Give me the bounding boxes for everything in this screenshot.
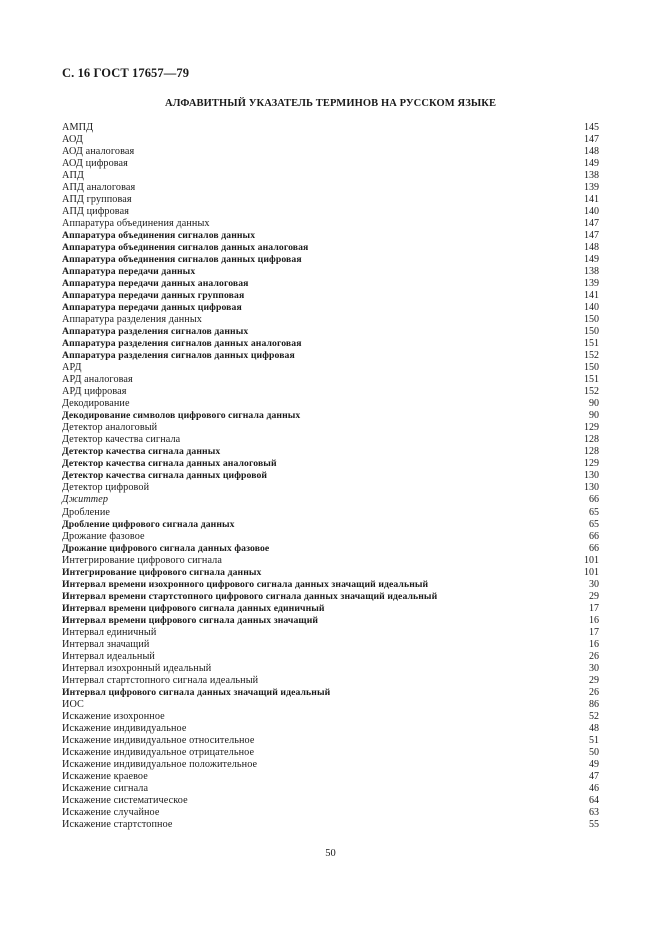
index-page-ref: 147 bbox=[584, 218, 599, 230]
index-term: Аппаратура разделения данных bbox=[62, 314, 202, 326]
index-term: Аппаратура объединения данных bbox=[62, 218, 210, 230]
index-title: АЛФАВИТНЫЙ УКАЗАТЕЛЬ ТЕРМИНОВ НА РУССКОМ ЯЗЫКЕ bbox=[164, 98, 497, 109]
index-term: Искажение изохронное bbox=[62, 710, 165, 722]
index-page-ref: 46 bbox=[589, 782, 599, 794]
index-page-ref: 149 bbox=[584, 158, 599, 170]
index-page-ref: 30 bbox=[589, 662, 599, 674]
index-entry bbox=[62, 362, 599, 374]
page-header: С. 16 ГОСТ 17657—79 bbox=[62, 66, 190, 80]
index-entry bbox=[62, 507, 599, 519]
index-page-ref: 140 bbox=[584, 302, 599, 314]
index-page-ref: 26 bbox=[589, 686, 599, 698]
index-entry bbox=[62, 230, 599, 242]
index-entry bbox=[62, 122, 599, 134]
index-term: Интегрирование цифрового сигнала bbox=[62, 554, 222, 566]
index-entry bbox=[62, 182, 599, 194]
index-entry bbox=[62, 422, 599, 434]
index-page-ref: 16 bbox=[589, 638, 599, 650]
index-term: Дробление bbox=[62, 506, 110, 518]
index-term: АОД цифровая bbox=[62, 158, 128, 170]
index-term: Детектор цифровой bbox=[62, 482, 150, 494]
index-page-ref: 65 bbox=[589, 506, 599, 518]
index-entry bbox=[62, 410, 599, 422]
index-page-ref: 148 bbox=[584, 242, 599, 254]
index-term: Искажение стартстопное bbox=[62, 818, 173, 830]
index-entry bbox=[62, 494, 599, 506]
index-entry bbox=[62, 386, 599, 398]
index-term: Декодирование символов цифрового сигнала данных bbox=[62, 410, 301, 422]
index-page-ref: 48 bbox=[589, 722, 599, 734]
index-page-ref: 151 bbox=[584, 338, 599, 350]
index-entry bbox=[62, 146, 599, 158]
index-term: ИОС bbox=[62, 698, 84, 710]
term-index-list bbox=[62, 122, 599, 831]
index-entry bbox=[62, 350, 599, 362]
index-page-ref: 148 bbox=[584, 146, 599, 158]
index-term: Интервал стартстопного сигнала идеальный bbox=[62, 674, 259, 686]
index-page-ref: 30 bbox=[589, 578, 599, 590]
index-entry bbox=[62, 579, 599, 591]
index-term: Декодирование bbox=[62, 398, 130, 410]
index-page-ref: 86 bbox=[589, 698, 599, 710]
index-term: Детектор качества сигнала данных цифровой bbox=[62, 470, 268, 482]
index-entry bbox=[62, 278, 599, 290]
index-term: Интервал идеальный bbox=[62, 650, 155, 662]
index-term: Интервал единичный bbox=[62, 626, 157, 638]
index-term: АОД bbox=[62, 134, 83, 146]
index-entry bbox=[62, 795, 599, 807]
index-page-ref: 101 bbox=[584, 566, 599, 578]
index-term: АПД цифровая bbox=[62, 206, 129, 218]
index-term: Интегрирование цифрового сигнала данных bbox=[62, 566, 262, 578]
index-term: Детектор качества сигнала данных bbox=[62, 446, 221, 458]
index-page-ref: 130 bbox=[584, 470, 599, 482]
index-page-ref: 140 bbox=[584, 206, 599, 218]
index-term: Интервал изохронный идеальный bbox=[62, 662, 212, 674]
index-entry bbox=[62, 723, 599, 735]
index-page-ref: 90 bbox=[589, 398, 599, 410]
index-term: Искажение случайное bbox=[62, 806, 160, 818]
index-page-ref: 147 bbox=[584, 134, 599, 146]
index-page-ref: 55 bbox=[589, 818, 599, 830]
index-entry bbox=[62, 783, 599, 795]
index-term: АОД аналоговая bbox=[62, 146, 135, 158]
index-entry bbox=[62, 543, 599, 555]
index-page-ref: 26 bbox=[589, 650, 599, 662]
index-page-ref: 128 bbox=[584, 434, 599, 446]
index-term: АРД bbox=[62, 362, 82, 374]
index-entry bbox=[62, 326, 599, 338]
index-entry bbox=[62, 458, 599, 470]
index-term: Искажение индивидуальное положительное bbox=[62, 758, 258, 770]
index-term: Аппаратура передачи данных аналоговая bbox=[62, 278, 249, 290]
index-term: Дрожание цифрового сигнала данных фазовое bbox=[62, 542, 270, 554]
index-entry bbox=[62, 591, 599, 603]
index-term: Детектор аналоговый bbox=[62, 422, 158, 434]
index-page-ref: 50 bbox=[589, 746, 599, 758]
index-term: Аппаратура передачи данных цифровая bbox=[62, 302, 242, 314]
index-page-ref: 101 bbox=[584, 554, 599, 566]
index-page-ref: 147 bbox=[584, 230, 599, 242]
index-page-ref: 90 bbox=[589, 410, 599, 422]
index-term: Аппаратура передачи данных групповая bbox=[62, 290, 245, 302]
index-entry bbox=[62, 771, 599, 783]
index-entry bbox=[62, 519, 599, 531]
index-page-ref: 64 bbox=[589, 794, 599, 806]
index-entry bbox=[62, 687, 599, 699]
index-page-ref: 151 bbox=[584, 374, 599, 386]
index-entry bbox=[62, 194, 599, 206]
index-entry bbox=[62, 699, 599, 711]
index-term: Аппаратура объединения сигналов данных аналоговая bbox=[62, 242, 309, 254]
index-entry bbox=[62, 663, 599, 675]
index-entry bbox=[62, 531, 599, 543]
index-entry bbox=[62, 639, 599, 651]
index-term: Дробление цифрового сигнала данных bbox=[62, 518, 235, 530]
index-page-ref: 29 bbox=[589, 590, 599, 602]
index-entry bbox=[62, 134, 599, 146]
index-term: Аппаратура объединения сигналов данных bbox=[62, 230, 256, 242]
index-entry bbox=[62, 675, 599, 687]
index-term: Аппаратура разделения сигналов данных цифровая bbox=[62, 350, 295, 362]
page-number: 50 bbox=[325, 848, 336, 859]
index-page-ref: 150 bbox=[584, 314, 599, 326]
index-page-ref: 65 bbox=[589, 518, 599, 530]
index-term: АРД аналоговая bbox=[62, 374, 133, 386]
index-term: Аппаратура объединения сигналов данных цифровая bbox=[62, 254, 302, 266]
index-page-ref: 47 bbox=[589, 770, 599, 782]
index-entry bbox=[62, 374, 599, 386]
index-page-ref: 138 bbox=[584, 170, 599, 182]
index-term: Детектор качества сигнала bbox=[62, 434, 181, 446]
index-term: Интервал времени стартстопного цифрового сигнала данных значащий идеальный bbox=[62, 590, 438, 602]
index-term: АПД bbox=[62, 170, 84, 182]
index-page-ref: 150 bbox=[584, 362, 599, 374]
index-page-ref: 130 bbox=[584, 482, 599, 494]
index-entry bbox=[62, 615, 599, 627]
index-entry bbox=[62, 242, 599, 254]
index-page-ref: 139 bbox=[584, 278, 599, 290]
index-page-ref: 152 bbox=[584, 386, 599, 398]
index-entry bbox=[62, 254, 599, 266]
index-term: Дрожание фазовое bbox=[62, 530, 145, 542]
index-entry bbox=[62, 446, 599, 458]
index-page-ref: 129 bbox=[584, 422, 599, 434]
index-entry bbox=[62, 747, 599, 759]
index-term: Интервал времени цифрового сигнала данных значащий bbox=[62, 614, 319, 626]
index-page-ref: 141 bbox=[584, 194, 599, 206]
index-page-ref: 152 bbox=[584, 350, 599, 362]
index-entry bbox=[62, 158, 599, 170]
index-entry bbox=[62, 482, 599, 494]
index-page-ref: 141 bbox=[584, 290, 599, 302]
index-entry bbox=[62, 711, 599, 723]
index-entry bbox=[62, 218, 599, 230]
index-term: Аппаратура передачи данных bbox=[62, 266, 196, 278]
index-page-ref: 149 bbox=[584, 254, 599, 266]
index-page-ref: 128 bbox=[584, 446, 599, 458]
index-term: Интервал цифрового сигнала данных значащий идеальный bbox=[62, 686, 331, 698]
index-entry bbox=[62, 603, 599, 615]
index-page-ref: 150 bbox=[584, 326, 599, 338]
index-entry bbox=[62, 627, 599, 639]
index-page-ref: 52 bbox=[589, 710, 599, 722]
index-entry bbox=[62, 651, 599, 663]
index-term: Аппаратура разделения сигналов данных аналоговая bbox=[62, 338, 302, 350]
index-page-ref: 145 bbox=[584, 122, 599, 133]
index-entry bbox=[62, 567, 599, 579]
index-page-ref: 16 bbox=[589, 614, 599, 626]
index-term: Искажение краевое bbox=[62, 770, 148, 782]
index-term: Искажение сигнала bbox=[62, 782, 149, 794]
index-term: Джиттер bbox=[62, 494, 109, 506]
index-term: Искажение индивидуальное bbox=[62, 722, 187, 734]
index-term: Искажение индивидуальное относительное bbox=[62, 734, 255, 746]
index-term: Интервал значащий bbox=[62, 638, 150, 650]
index-entry bbox=[62, 759, 599, 771]
index-entry bbox=[62, 314, 599, 326]
index-page-ref: 66 bbox=[589, 542, 599, 554]
index-term: Аппаратура разделения сигналов данных bbox=[62, 326, 249, 338]
index-page-ref: 66 bbox=[589, 530, 599, 542]
index-entry bbox=[62, 170, 599, 182]
index-term: Интервал времени цифрового сигнала данных единичный bbox=[62, 602, 325, 614]
index-entry bbox=[62, 735, 599, 747]
index-term: Интервал времени изохронного цифрового сигнала данных значащий идеальный bbox=[62, 578, 429, 590]
index-entry bbox=[62, 555, 599, 567]
index-entry bbox=[62, 206, 599, 218]
index-entry bbox=[62, 302, 599, 314]
index-entry bbox=[62, 290, 599, 302]
index-term: АПД аналоговая bbox=[62, 182, 136, 194]
index-term: АРД цифровая bbox=[62, 386, 127, 398]
index-entry bbox=[62, 470, 599, 482]
index-page-ref: 138 bbox=[584, 266, 599, 278]
index-entry bbox=[62, 807, 599, 819]
index-entry bbox=[62, 266, 599, 278]
index-page-ref: 139 bbox=[584, 182, 599, 194]
index-page-ref: 129 bbox=[584, 458, 599, 470]
index-page-ref: 29 bbox=[589, 674, 599, 686]
index-term: Детектор качества сигнала данных аналоговый bbox=[62, 458, 277, 470]
index-term: АПД групповая bbox=[62, 194, 132, 206]
index-page-ref: 17 bbox=[589, 602, 599, 614]
index-page-ref: 51 bbox=[589, 734, 599, 746]
index-page-ref: 66 bbox=[589, 494, 599, 506]
index-page-ref: 49 bbox=[589, 758, 599, 770]
index-page-ref: 17 bbox=[589, 626, 599, 638]
index-page-ref: 63 bbox=[589, 806, 599, 818]
index-term: Искажение систематическое bbox=[62, 794, 188, 806]
index-entry bbox=[62, 434, 599, 446]
index-entry bbox=[62, 819, 599, 831]
index-term: Искажение индивидуальное отрицательное bbox=[62, 746, 255, 758]
index-term: АМПД bbox=[62, 122, 94, 133]
index-entry bbox=[62, 398, 599, 410]
index-entry bbox=[62, 338, 599, 350]
